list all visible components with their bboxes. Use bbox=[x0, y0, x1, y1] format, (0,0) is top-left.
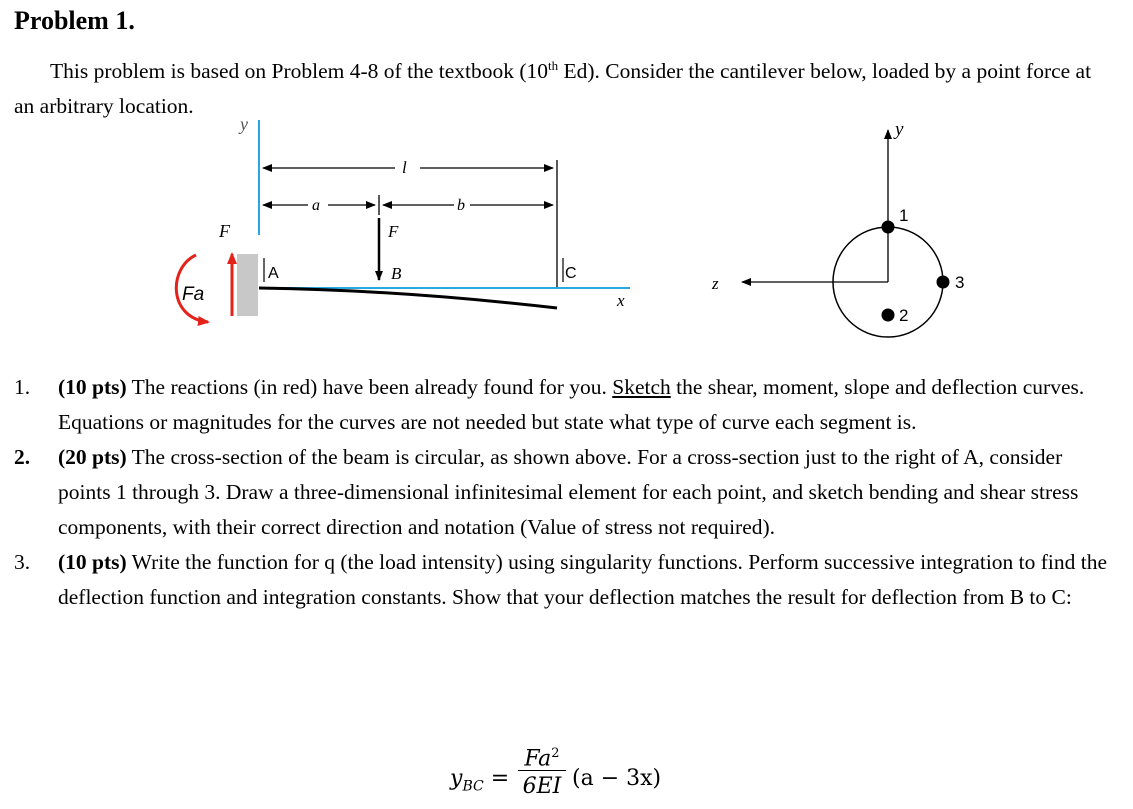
fixed-wall bbox=[237, 254, 258, 316]
point-a-label: A bbox=[268, 265, 279, 282]
equation-equals: = bbox=[483, 766, 510, 791]
question-2-points: (20 pts) bbox=[58, 445, 127, 469]
dim-b-label: b bbox=[457, 197, 465, 214]
point-b-label: B bbox=[391, 264, 402, 283]
question-1-text-1: The reactions (in red) have been already found for you. bbox=[126, 375, 613, 399]
y-axis-label: y bbox=[240, 114, 248, 134]
point-1-dot bbox=[882, 221, 895, 234]
point-3-label: 3 bbox=[955, 273, 965, 292]
point-3-dot bbox=[937, 276, 950, 289]
intro-text-2: Ed). Consider the cantilever below, loaded by a point force at an arbitrary location. bbox=[14, 59, 1092, 119]
problem-title: Problem 1. bbox=[14, 6, 135, 35]
point-2-label: 2 bbox=[899, 306, 909, 325]
equation-rhs: (a − 3x) bbox=[572, 766, 662, 791]
cantilever-figure bbox=[0, 112, 1133, 362]
x-axis-label: x bbox=[617, 291, 625, 310]
question-3-points: (10 pts) bbox=[58, 550, 127, 574]
question-list bbox=[14, 370, 1114, 615]
reaction-moment-label: Fa bbox=[182, 284, 205, 305]
intro-superscript: th bbox=[548, 58, 559, 73]
cross-section-z-label: z bbox=[712, 274, 719, 293]
intro-text-1: This problem is based on Problem 4-8 of the textbook (10 bbox=[50, 59, 549, 84]
point-2-dot bbox=[882, 309, 895, 322]
question-1-number: 1. bbox=[14, 375, 31, 399]
question-1-text-2: the shear, moment, slope and deflection curves. Equations or magnitudes for the curves are not needed but state what type of curve each segment is. bbox=[58, 375, 1085, 434]
question-3 bbox=[14, 545, 1114, 615]
deflected-beam bbox=[259, 288, 557, 308]
question-2-number: 2. bbox=[14, 445, 31, 469]
equation-y: y bbox=[450, 766, 463, 791]
equation-fraction bbox=[518, 738, 566, 803]
question-1-sketch: Sketch bbox=[612, 375, 671, 399]
applied-force-label: F bbox=[388, 222, 399, 241]
question-3-text: Write the function for q (the load intensity) using singularity functions. Perform successive integration to find the deflection function and integration constants. Show that your deflection matches the result for deflection from B to C: bbox=[58, 550, 1108, 609]
dim-a-label: a bbox=[312, 197, 320, 214]
reaction-force-label: F bbox=[219, 221, 230, 241]
question-1-points: (10 pts) bbox=[58, 375, 127, 399]
cross-section-y-label: y bbox=[895, 119, 904, 140]
equation-numerator-text: Fa bbox=[524, 746, 552, 772]
equation-numerator bbox=[518, 738, 566, 770]
question-3-number: 3. bbox=[14, 550, 31, 574]
equation-subscript: BC bbox=[462, 778, 484, 795]
point-1-label: 1 bbox=[899, 206, 909, 225]
point-c-label: C bbox=[565, 265, 577, 282]
question-2-text: The cross-section of the beam is circular, as shown above. For a cross-section just to the right of A, consider points 1 through 3. Draw a three-dimensional infinitesimal element for each point, and sketch bending and shear stress components, with their correct direction and notation (Value of stress not required). bbox=[58, 445, 1079, 539]
question-2 bbox=[14, 440, 1114, 545]
equation-numerator-exponent: 2 bbox=[551, 746, 560, 761]
equation-denominator: 6EI bbox=[522, 774, 562, 799]
question-1 bbox=[14, 370, 1114, 440]
dim-l-label: l bbox=[402, 158, 407, 177]
equation-lhs bbox=[450, 766, 509, 794]
